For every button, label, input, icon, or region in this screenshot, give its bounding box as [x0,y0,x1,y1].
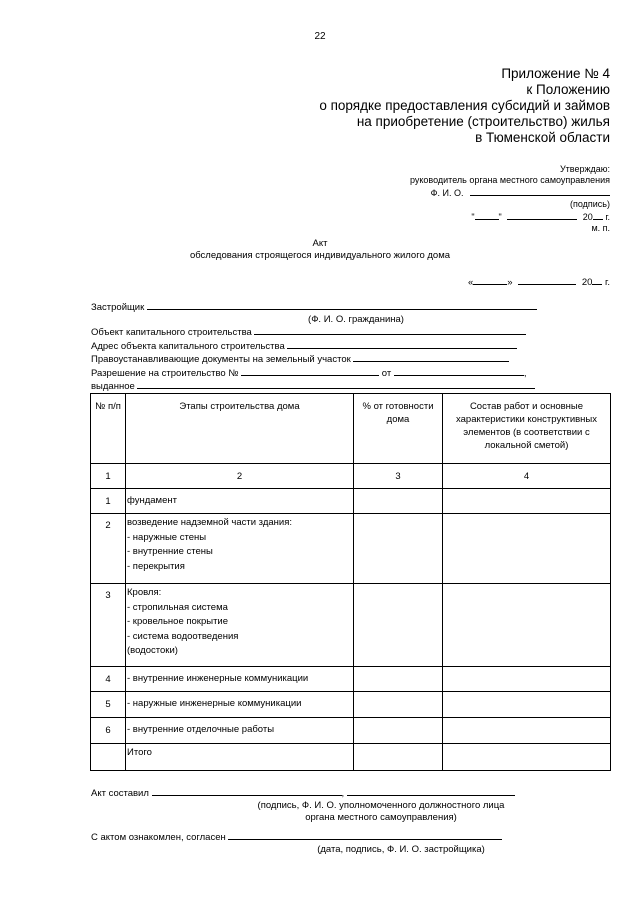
compiled-caption-line: (подпись, Ф. И. О. уполномоченного должностного лица [257,800,505,811]
compiled-fio-line[interactable] [347,786,515,796]
table-total-row [91,744,611,771]
table-header-row [91,394,611,464]
works-cell[interactable] [443,692,611,718]
land-docs-line[interactable] [353,352,509,362]
land-docs-row [91,352,561,366]
table-row [91,667,611,692]
act-year-prefix: 20 [581,277,593,288]
approver-position: руководитель органа местного самоуправления [409,175,610,185]
row-number [91,744,126,771]
address-line[interactable] [287,339,517,349]
stage-line: Кровля: [127,587,162,598]
agreed-row [91,830,551,844]
row-number: 6 [91,718,126,744]
issued-line[interactable] [137,379,535,389]
land-docs-label: Правоустанавливающие документы на земельный участок [91,354,351,365]
stage-cell [126,744,354,771]
table-row [91,584,611,667]
stamp-label: м. п. [591,223,610,233]
stage-cell [126,514,354,584]
works-cell[interactable] [443,667,611,692]
total-label: Итого [127,747,152,758]
column-number: 4 [443,464,611,489]
agreed-label: С актом ознакомлен, согласен [91,832,226,843]
act-fields [91,300,561,393]
agreed-signature-line[interactable] [228,830,502,840]
stage-line: - наружные инженерные коммуникации [127,698,302,710]
header-readiness: % от готовности дома [354,394,443,464]
document-title [0,238,640,262]
developer-line[interactable] [147,300,537,310]
approve-label: Утверждаю: [559,164,610,174]
compiled-caption [91,800,551,824]
page-number: 22 [314,31,326,42]
appendix-line: на приобретение (строительство) жилья [356,114,610,129]
stage-line: возведение надземной части здания: [127,517,292,528]
fio-signature-line [470,186,610,196]
approval-date-row [410,210,610,223]
readiness-cell[interactable] [354,718,443,744]
act-date-open-quote: « [467,277,474,288]
year-line [593,210,603,220]
title-line-1: Акт [312,238,328,249]
agreed-caption: (дата, подпись, Ф. И. О. застройщика) [317,844,485,855]
row-number: 4 [91,667,126,692]
act-date-close-quote: » [507,277,513,288]
developer-caption: (Ф. И. О. гражданина) [308,313,404,325]
act-month-line [518,275,576,285]
day-line [475,210,499,220]
year-prefix: 20 [582,212,593,222]
appendix-line: к Положению [526,82,610,97]
appendix-line: о порядке предоставления субсидий и займов [319,98,610,113]
signature-caption: (подпись) [569,199,610,209]
stage-line: (водостоки) [127,645,178,656]
table-row [91,514,611,584]
issued-label: выданное [91,381,135,392]
stage-line: - внутренние инженерные коммуникации [127,672,309,684]
object-row [91,325,561,339]
title-line-2: обследования строящегося индивидуального жилого дома [189,250,451,261]
month-line [507,210,577,220]
developer-row [91,300,561,314]
compiled-label: Акт составил [91,788,149,799]
object-label: Объект капитального строительства [91,327,252,338]
year-suffix: г. [605,212,610,222]
stage-line: - система водоотведения [127,630,239,642]
table-row [91,692,611,718]
column-number: 1 [91,464,126,489]
date-close-quote: " [498,212,502,222]
stage-line: фундамент [127,494,177,506]
readiness-cell[interactable] [354,692,443,718]
appendix-header [319,66,610,146]
act-year-line [592,275,602,285]
readiness-cell[interactable] [354,744,443,771]
readiness-cell[interactable] [354,584,443,667]
row-number: 3 [91,584,126,667]
works-cell[interactable] [443,489,611,514]
stage-line: - наружные стены [127,531,207,543]
compiled-signature-line[interactable] [152,786,342,796]
column-number: 2 [126,464,354,489]
compiled-caption-line: органа местного самоуправления) [305,812,457,823]
works-cell[interactable] [443,584,611,667]
approver-fio-row [410,186,610,199]
readiness-cell[interactable] [354,489,443,514]
issued-row [91,379,561,393]
address-row [91,339,561,353]
table-row [91,489,611,514]
permit-row: Разрешение на строительство № от , [91,367,527,379]
appendix-line: Приложение № 4 [501,66,610,81]
fio-label: Ф. И. О. [430,188,464,198]
developer-label: Застройщик [91,302,145,313]
stage-line: - стропильная система [127,601,228,613]
compiled-row: Акт составил , [91,786,551,800]
permit-number-line[interactable] [241,366,379,376]
table-row [91,718,611,744]
header-number: № п/п [91,394,126,464]
approval-block [410,164,610,234]
row-number: 1 [91,489,126,514]
stage-cell [126,584,354,667]
stage-line: - кровельное покрытие [127,616,229,627]
appendix-line: в Тюменской области [475,130,610,145]
stage-cell [126,667,354,692]
compiled-signature-block [91,786,551,824]
stage-cell [126,718,354,744]
row-number: 2 [91,514,126,584]
works-cell[interactable] [443,744,611,771]
works-cell[interactable] [443,718,611,744]
readiness-cell[interactable] [354,514,443,584]
act-year-suffix: г. [605,277,610,288]
column-number: 3 [354,464,443,489]
stage-line: - перекрытия [127,560,185,572]
works-cell[interactable] [443,514,611,584]
stage-line: - внутренние стены [127,546,213,557]
object-line[interactable] [254,325,526,335]
address-label: Адрес объекта капитального строительства [91,340,285,352]
stage-cell [126,692,354,718]
header-stages: Этапы строительства дома [126,394,354,464]
date-open-quote: " [471,212,475,222]
header-works: Состав работ и основные характеристики конструктивных элементов (в соответствии с локальной сметой) [443,394,611,464]
permit-label: Разрешение на строительство № [91,367,239,379]
stage-cell [126,489,354,514]
permit-date-line[interactable] [394,366,524,376]
row-number: 5 [91,692,126,718]
construction-stages-table [90,393,611,771]
readiness-cell[interactable] [354,667,443,692]
column-number-row [91,464,611,489]
permit-from-label: от [381,367,392,379]
agreed-signature-block [91,830,551,856]
act-day-line [473,275,507,285]
stage-line: - внутренние отделочные работы [127,724,275,736]
act-date [468,275,610,288]
